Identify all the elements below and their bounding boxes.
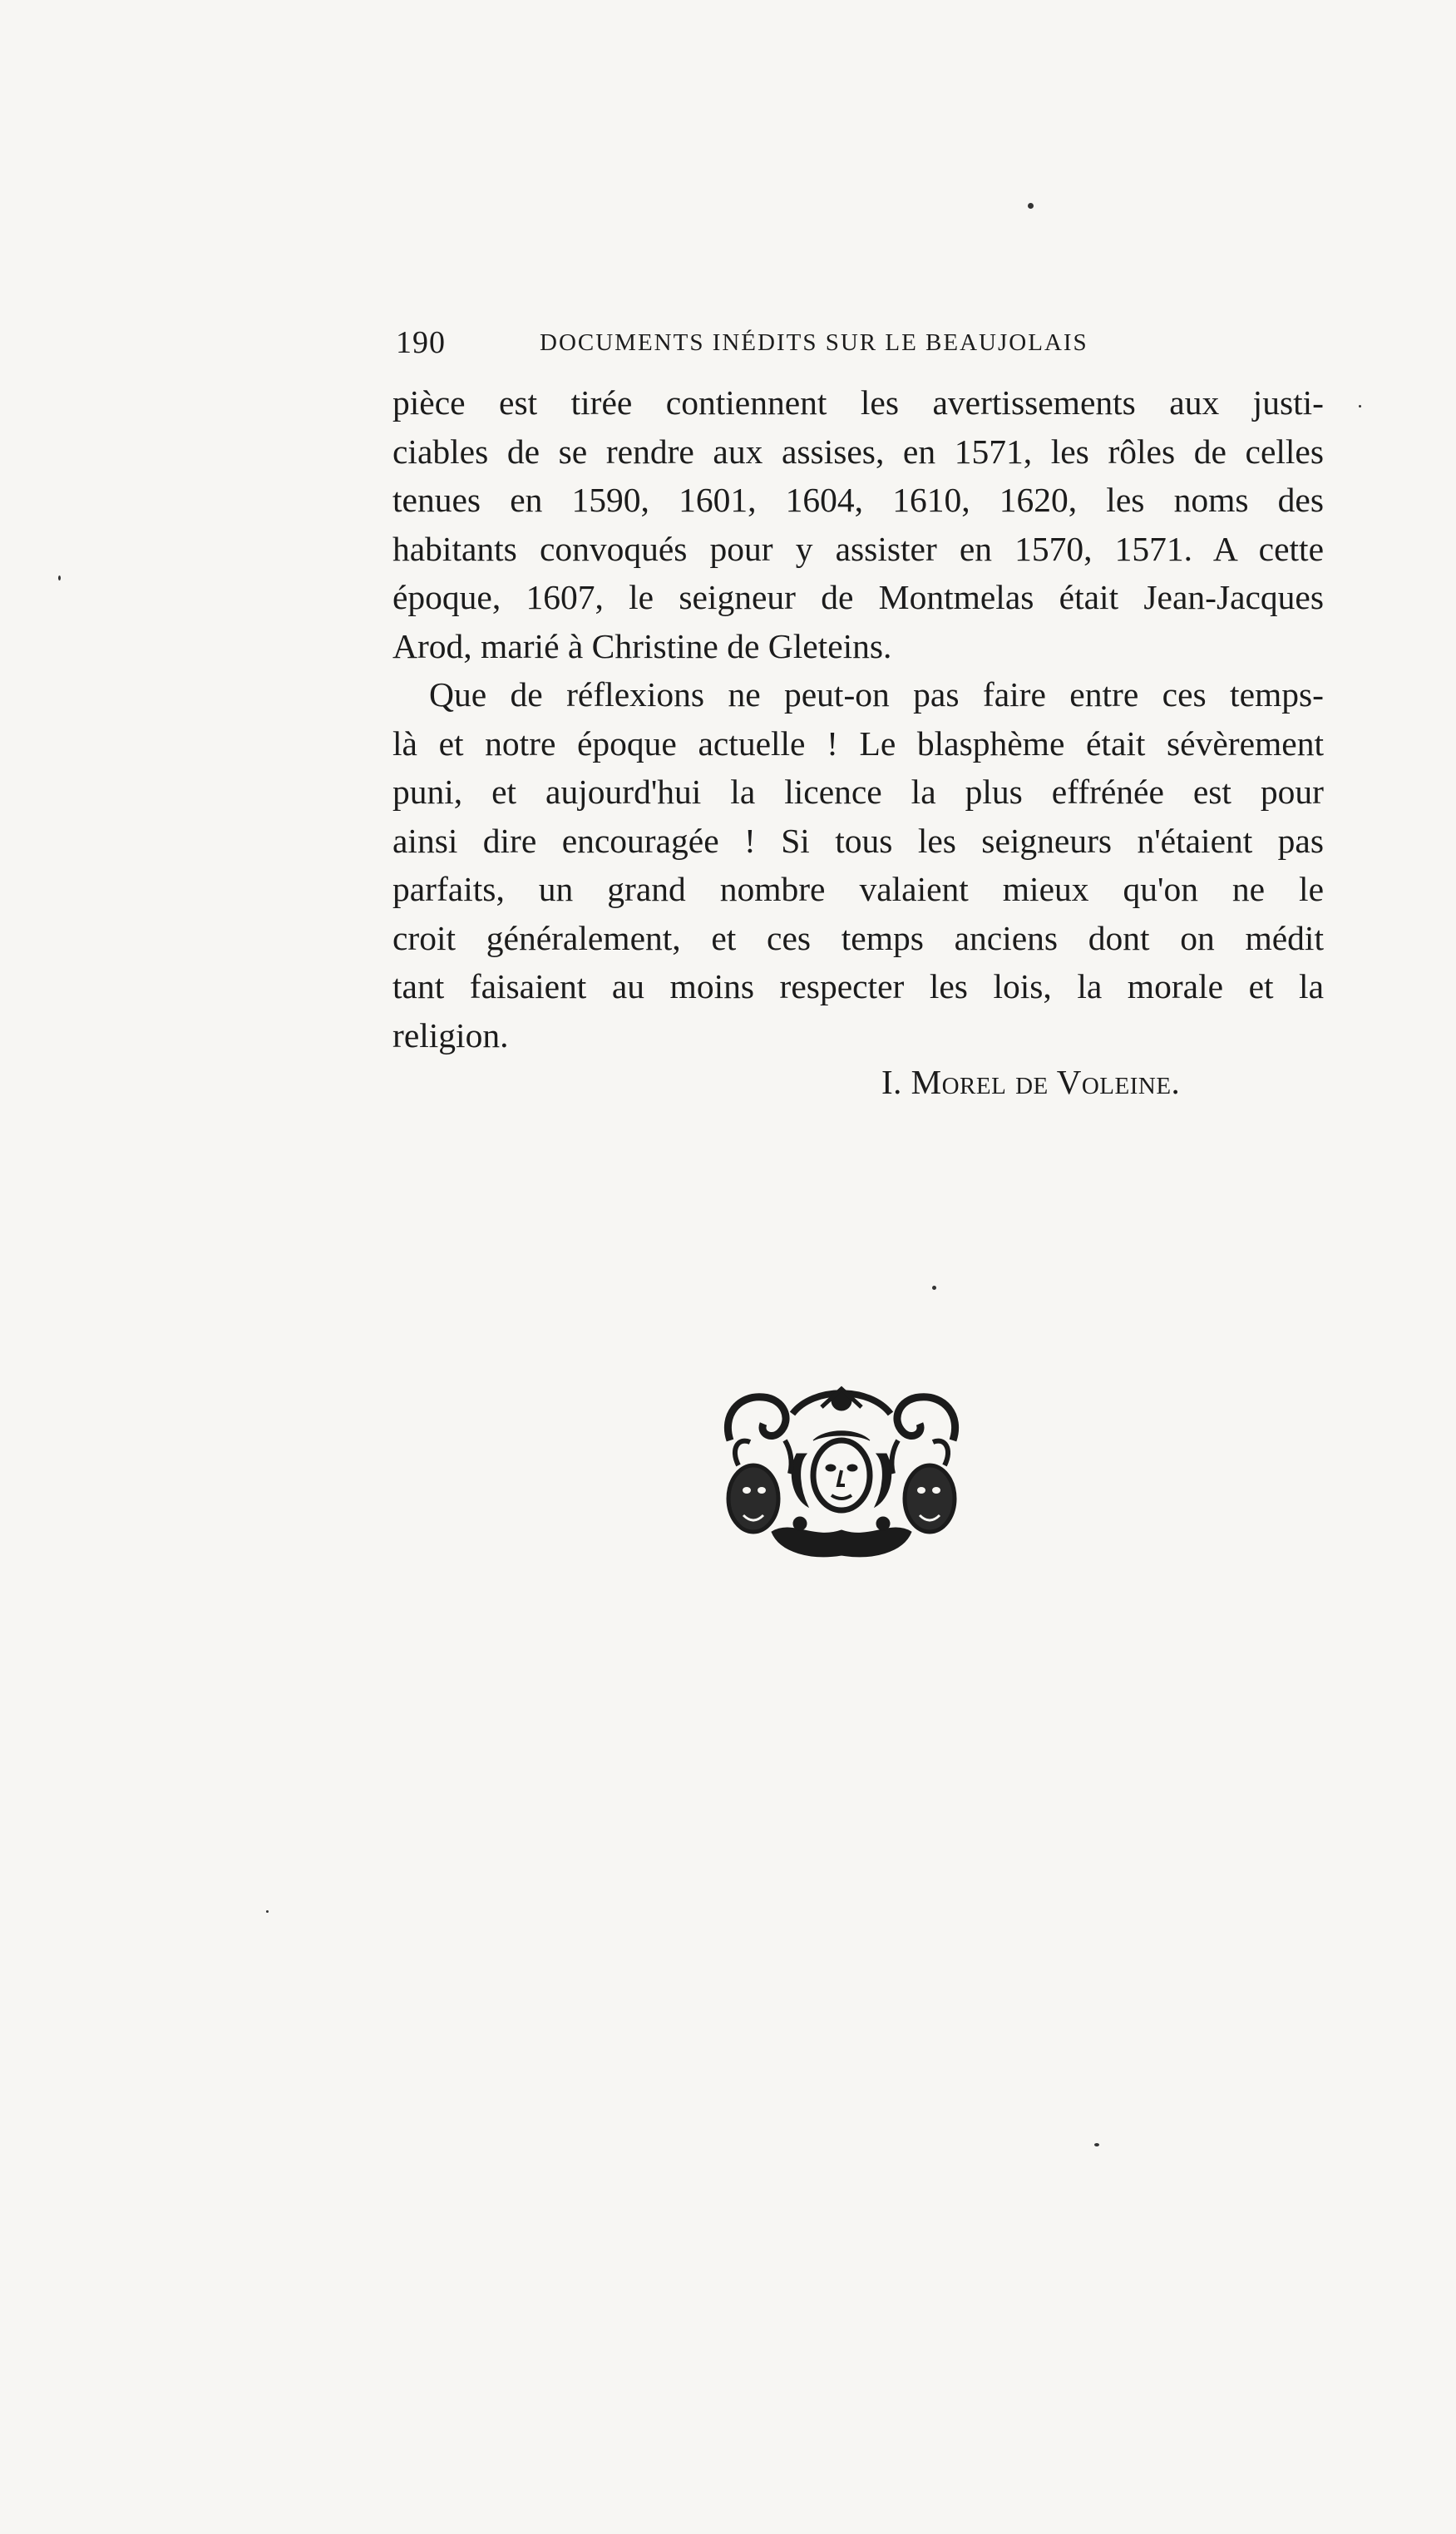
scan-speck: [266, 1910, 269, 1913]
text-line: époque, 1607, le seigneur de Montmelas était Jean-Jacques: [392, 578, 1324, 616]
fleuron-mask-ornament-icon: [713, 1382, 970, 1563]
body-text: [392, 378, 1324, 1060]
text-line: ainsi dire encouragée ! Si tous les seigneurs n'étaient pas: [392, 821, 1324, 860]
text-line: religion.: [392, 1015, 509, 1055]
scan-speck: [1028, 203, 1034, 209]
paragraph: [392, 670, 1324, 1060]
text-line: là et notre époque actuelle ! Le blasphème était sévèrement: [392, 724, 1324, 763]
running-head-title: DOCUMENTS INÉDITS SUR LE BEAUJOLAIS: [540, 329, 1088, 356]
text-line: puni, et aujourd'hui la licence la plus effrénée est pour: [392, 773, 1324, 811]
text-line: Que de réflexions ne peut-on pas faire entre ces temps-: [429, 675, 1324, 714]
text-line: parfaits, un grand nombre valaient mieux qu'on ne le: [392, 870, 1324, 908]
text-line: habitants convoqués pour y assister en 1570, 1571. A cette: [392, 529, 1324, 568]
text-line: croit généralement, et ces temps anciens dont on médit: [392, 918, 1324, 957]
text-line: ciables de se rendre aux assises, en 1571, les rôles de celles: [392, 432, 1324, 471]
text-line: Arod, marié à Christine de Gleteins.: [392, 626, 892, 665]
paragraph: [392, 378, 1324, 670]
text-line: tenues en 1590, 1601, 1604, 1610, 1620, les noms des: [392, 481, 1324, 519]
author-signature: I. Morel de Voleine.: [881, 1063, 1181, 1101]
text-line: pièce est tirée contiennent les avertissements aux justi-: [392, 383, 1324, 422]
scan-speck: [932, 1286, 936, 1290]
text-line: tant faisaient au moins respecter les lois, la morale et la: [392, 967, 1324, 1005]
scan-speck: [58, 575, 61, 580]
page-number: 190: [396, 325, 446, 360]
running-head: [396, 324, 1231, 371]
scan-speck: [1094, 2143, 1099, 2146]
scan-speck: [1359, 405, 1361, 408]
